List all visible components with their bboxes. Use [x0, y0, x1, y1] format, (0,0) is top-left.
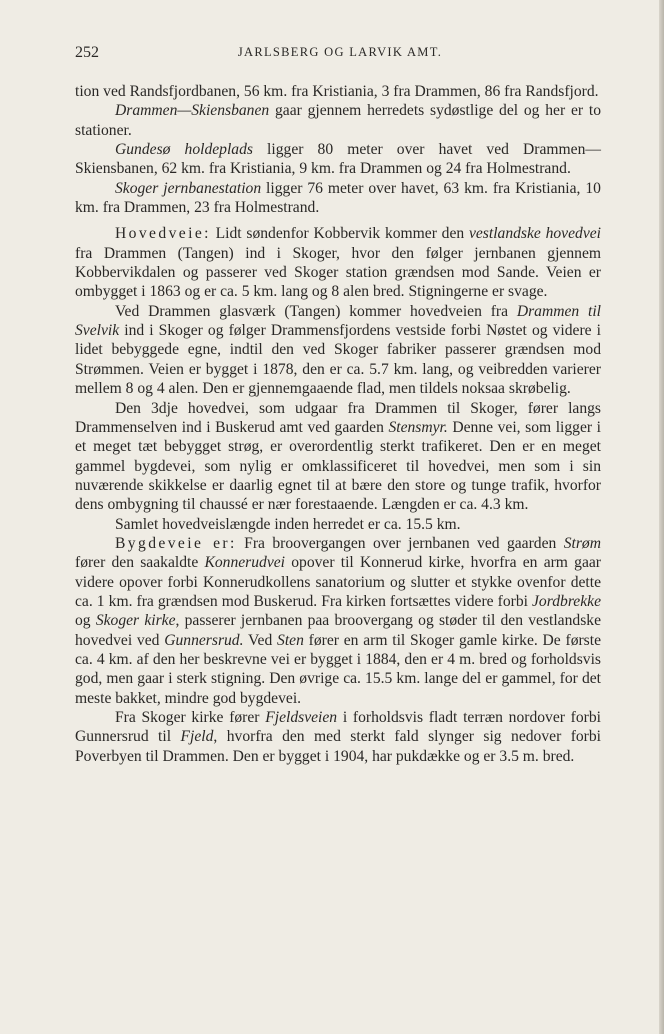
- spaced-heading: Bygdeveie er:: [115, 534, 237, 552]
- text-run: Samlet hovedveislængde inden herredet er ca. 15.5 km.: [115, 515, 461, 533]
- italic-term: Jordbrekke: [532, 592, 601, 610]
- running-title: JARLSBERG OG LARVIK AMT.: [237, 45, 443, 59]
- text-run: Denne vei, som ligger i et meget tæt bebygget strøg, er overordentlig sterkt trafikeret. Den er en meget gammel bygdevei, som nylig er omklassificeret til hovedvei, men som i sin nuværende skikkelse er daarlig egnet til at bære den store og tunge trafik, hvorfor dens ombygning til chaussé er nær forestaaende. Længden er ca. 4.3 km.: [75, 418, 601, 514]
- page-edge: [659, 0, 664, 1034]
- italic-term: vestlandske hovedvei: [468, 225, 601, 243]
- text-run: opover til Konnerud kirke, hvorfra en arm gaar videre opover forbi Konnerudkollens sanatorium og slutter et stykke ovenfor dette ca. 1 km. fra grændsen mod Buskerud. Fra kirken fortsættes videre forbi: [75, 554, 601, 610]
- text-run: , hvorfra den med sterkt fald slynger sig nedover forbi Poverbyen til Drammen. Den er bygget i 1904, har pukdække og er 3.5 m. bred.: [75, 728, 602, 765]
- paragraph-9: [75, 534, 601, 708]
- text-run: gaar gjennem herredets sydøstlige del og her er to stationer.: [75, 102, 601, 139]
- text-run: Den 3dje hovedvei, som udgaar fra Drammen til Skoger, fører langs Drammenselven ind i Buskerud amt ved gaarden: [75, 399, 601, 436]
- italic-term: Stensmyr.: [388, 418, 448, 436]
- italic-term: Drammen til Svelvik: [75, 302, 602, 340]
- text-run: fra Drammen (Tangen) ind i Skoger, hvor den følger jernbanen gjennem Kobbervikdalen og passerer ved Skoger station grændsen mod Sande. Veien er ombygget i 1863 og er ca. 5 km. lang og 8 alen bred. Stigningerne er svage.: [75, 244, 601, 301]
- paragraph-4: [75, 179, 601, 218]
- paragraph-8: [75, 515, 601, 534]
- text-run: Fra Skoger kirke fører: [115, 709, 266, 726]
- paragraph-1: [75, 82, 601, 101]
- italic-term: Skoger jernbanestation: [115, 179, 262, 197]
- paragraph-7: [75, 399, 601, 515]
- italic-term: Gundesø holdeplads: [115, 141, 253, 159]
- text-run: ligger 76 meter over havet, 63 km. fra Kristiania, 10 km. fra Drammen, 23 fra Holmestrand.: [75, 179, 601, 217]
- text-run: og: [75, 612, 96, 630]
- italic-term: Strøm: [563, 534, 601, 552]
- text-run: ind i Skoger og følger Drammensfjordens vestside forbi Nøstet og videre i lidet bebyggede egne, indtil den ved Skoger fabriker passerer grændsen mod Strømmen. Veien er bygget i 1878, den er ca. 5.7 km. lang, og veibredden varierer mellem 8 og 4 alen. Den er gjennemgaaende flad, men tildels noksaa skrøbelig.: [75, 322, 601, 398]
- italic-term: Fjeld: [180, 728, 214, 746]
- page-header: [75, 44, 605, 64]
- text-run: i forholdsvis fladt terræn nordover forbi Gunnersrud til: [75, 709, 601, 746]
- spaced-heading: Hovedveie:: [115, 225, 211, 243]
- text-run: fører den saakaldte: [75, 554, 205, 572]
- text-run: Lidt søndenfor Kobbervik kommer den: [210, 225, 469, 243]
- text-run: Fra broovergangen over jernbanen ved gaarden: [236, 534, 564, 552]
- text-run: ligger 80 meter over havet ved Drammen—Skiensbanen, 62 km. fra Kristiania, 9 km. fra Drammen og 24 fra Holmestrand.: [75, 141, 601, 178]
- paragraph-5: [75, 224, 601, 301]
- italic-term: Drammen—Skiensbanen: [115, 102, 270, 120]
- text-run: Ved Drammen glasværk (Tangen) kommer hovedveien fra: [115, 302, 517, 320]
- text-run: fører en arm til Skoger gamle kirke. De første ca. 4 km. af den her beskrevne vei er bygget i 1884, den er 4 m. bred og forholdsvis god, men gaar i sterk stigning. Den øvrige ca. 15.5 km. lange del er gammel, for det meste bakket, mindre god bygdevei.: [75, 631, 602, 707]
- italic-term: Sten: [277, 631, 304, 649]
- italic-term: Konnerudvei: [204, 554, 286, 572]
- text-run: tion ved Randsfjordbanen, 56 km. fra Kristiania, 3 fra Drammen, 86 fra Randsfjord.: [75, 83, 599, 100]
- body-text: [75, 82, 601, 766]
- text-run: , passerer jernbanen paa broovergang og støder til den vestlandske hovedvei ved: [75, 612, 601, 649]
- italic-term: Skoger kirke: [95, 612, 176, 630]
- page-number: 252: [75, 44, 99, 61]
- italic-term: Fjeldsveien: [265, 709, 338, 726]
- text-run: Ved: [243, 631, 278, 649]
- italic-term: Gunnersrud.: [164, 631, 244, 649]
- paragraph-3: [75, 140, 601, 179]
- paragraph-2: [75, 101, 601, 140]
- paragraph-10: [75, 708, 601, 766]
- paragraph-6: [75, 302, 601, 399]
